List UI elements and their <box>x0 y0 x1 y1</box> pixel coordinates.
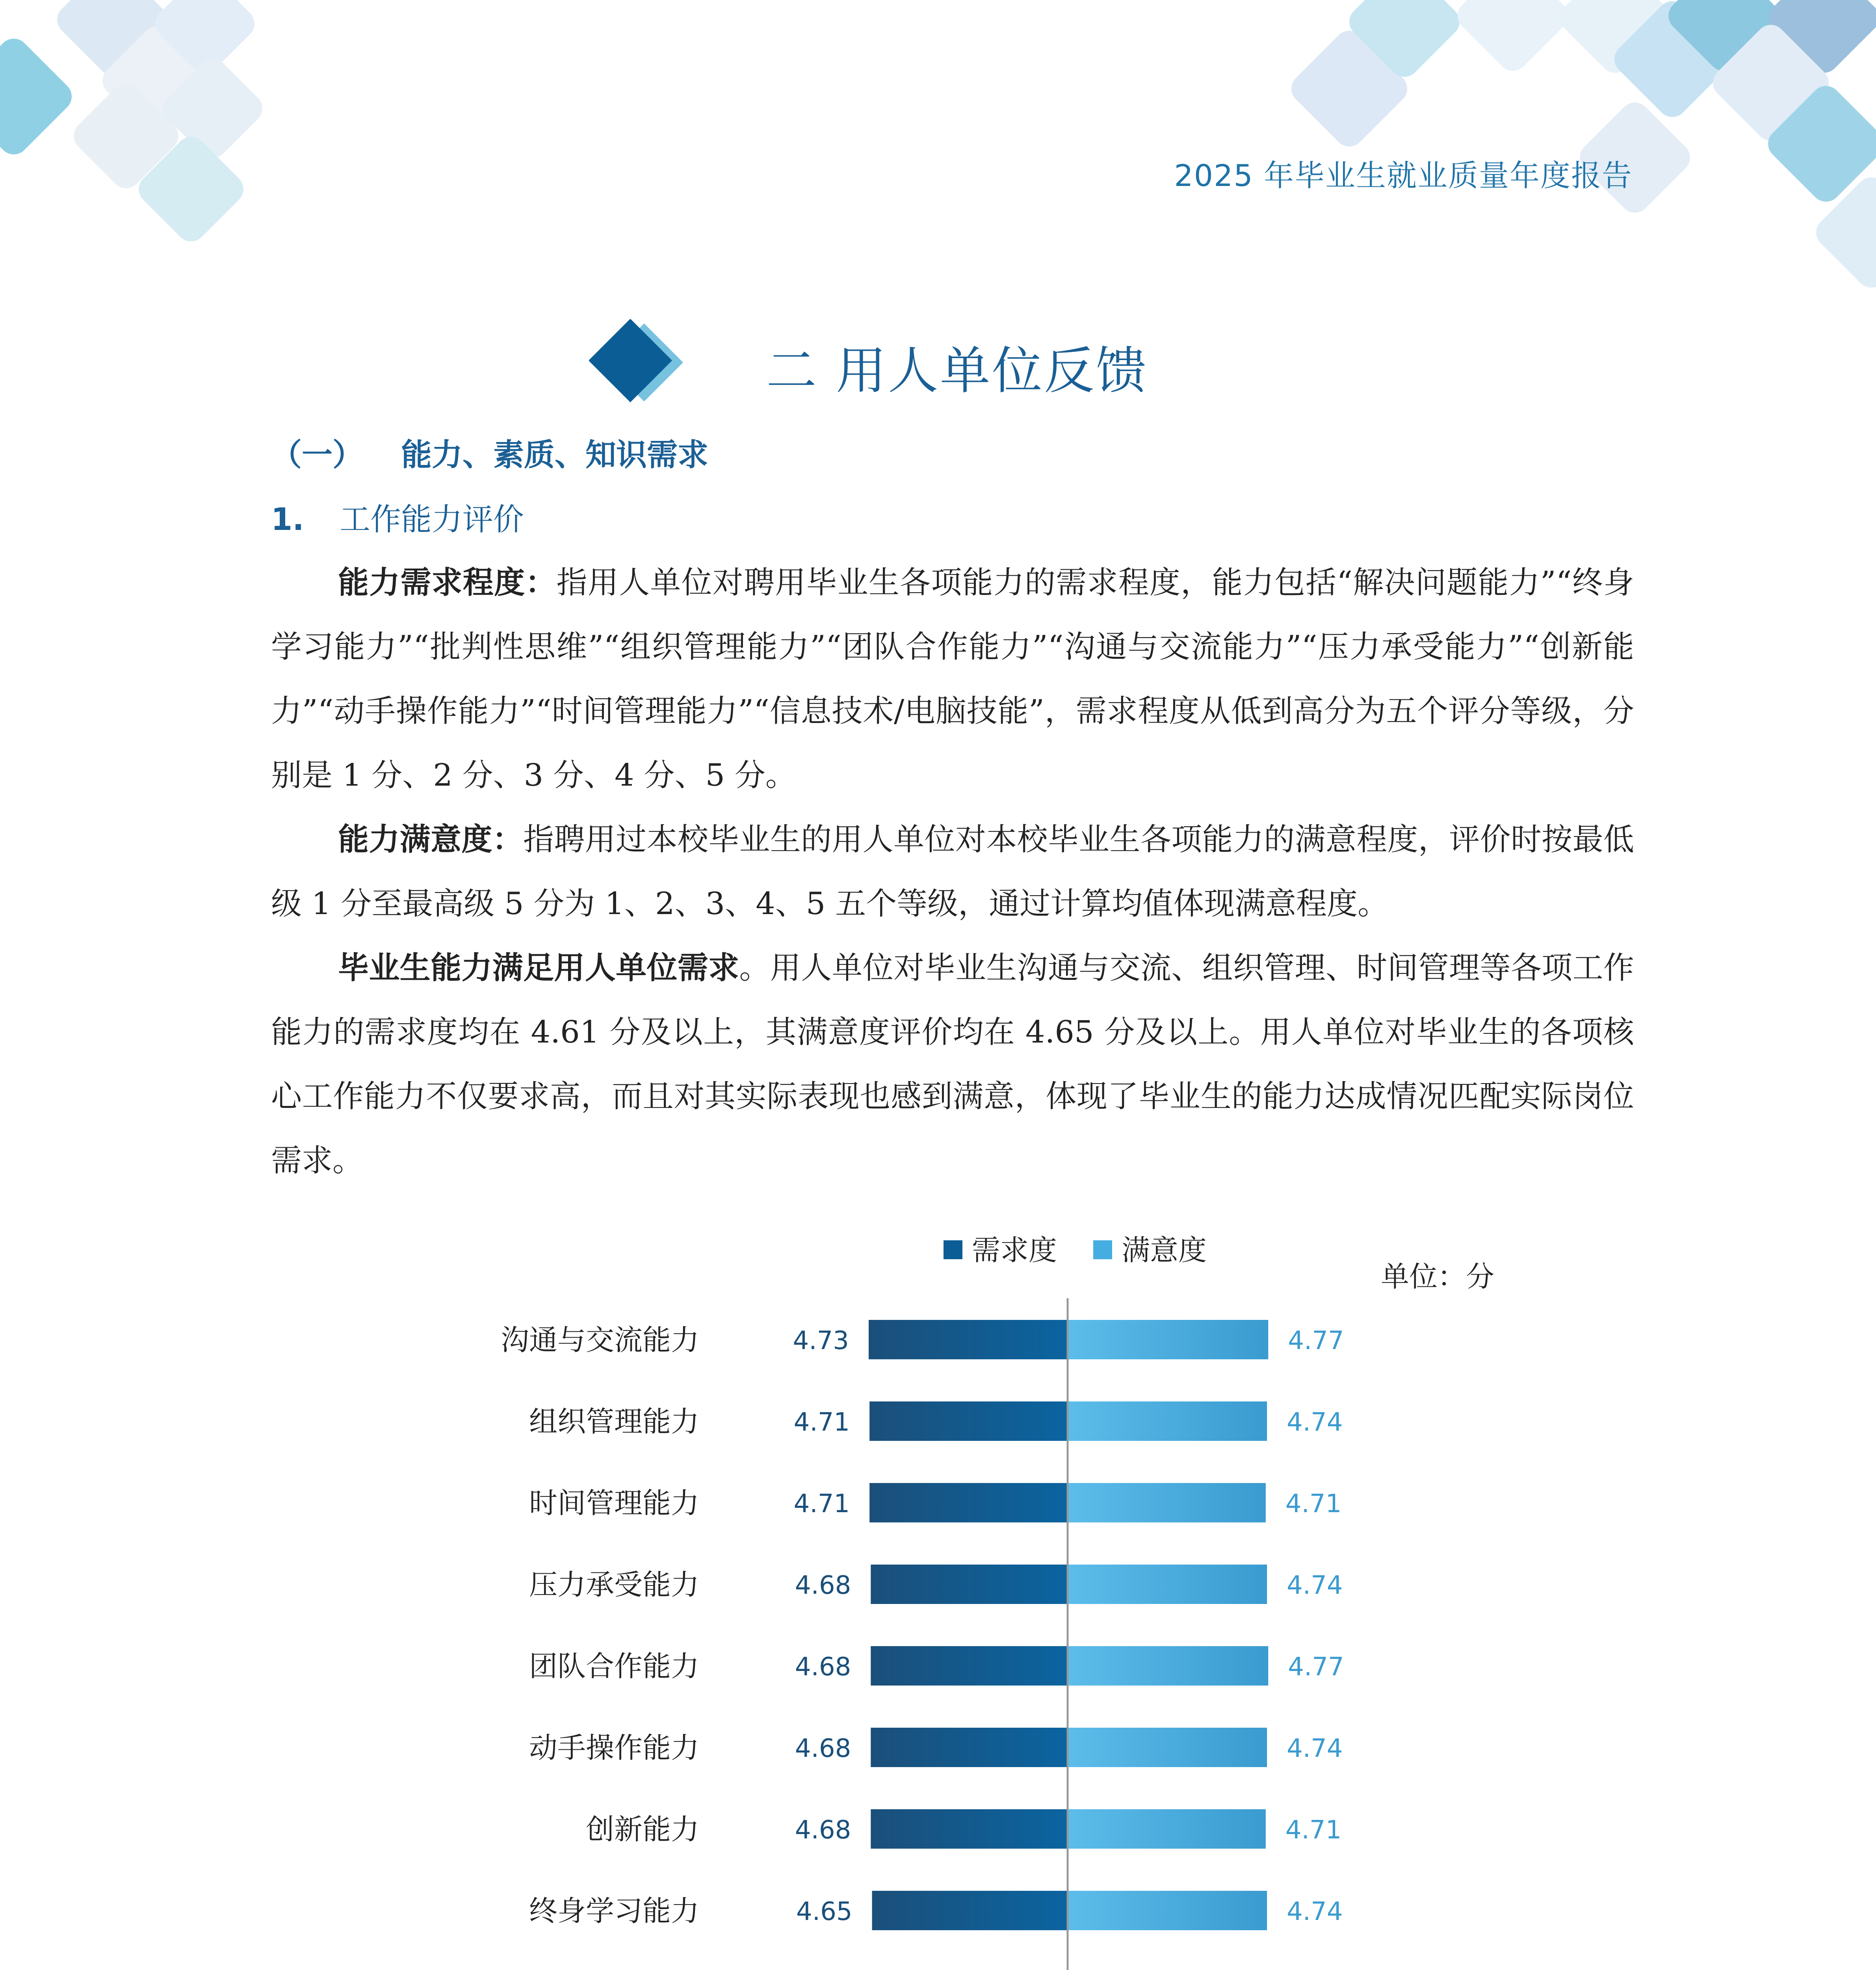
legend-label-0: 需求度 <box>972 1234 1057 1267</box>
satisfaction-bar <box>1068 1809 1266 1849</box>
paragraph-lead: 毕业生能力满足用人单位需求 <box>338 950 739 986</box>
demand-value-label: 4.71 <box>793 1408 850 1437</box>
demand-bar <box>871 1646 1068 1686</box>
satisfaction-bar <box>1068 1565 1267 1604</box>
category-label: 沟通与交流能力 <box>500 1323 699 1357</box>
demand-value-label: 4.65 <box>796 1897 853 1926</box>
demand-value-label: 4.68 <box>795 1734 851 1763</box>
demand-value-label: 4.73 <box>793 1326 849 1355</box>
satisfaction-bar <box>1068 1891 1267 1930</box>
legend-swatch-0 <box>944 1240 962 1259</box>
subsection-title: 能力、素质、知识需求 <box>401 437 709 473</box>
section-title: 二 用人单位反馈 <box>766 342 1148 400</box>
category-label: 终身学习能力 <box>529 1894 699 1927</box>
demand-value-label: 4.68 <box>795 1816 851 1845</box>
category-label: 压力承受能力 <box>529 1568 699 1601</box>
satisfaction-bar <box>1068 1483 1266 1522</box>
category-label: 创新能力 <box>585 1813 699 1846</box>
satisfaction-value-label: 4.77 <box>1288 1326 1344 1355</box>
demand-value-label: 4.68 <box>795 1652 851 1682</box>
demand-bar <box>869 1483 1068 1522</box>
paragraph-text: 。用人单位对毕业生沟通与交流、组织管理、时间管理等各项工作能力的需求度均在 4.61 分及以上，其满意度评价均在 4.65 分及以上。用人单位对毕业生的各项核心工作能力不仅要求高，而且对其实际表现也感到满意，体现了毕业生的能力达成情况匹配实际岗位需求。 <box>271 950 1634 1178</box>
demand-bar <box>872 1891 1068 1930</box>
chart-unit-label: 单位：分 <box>1381 1260 1495 1293</box>
demand-bar <box>871 1728 1068 1767</box>
satisfaction-value-label: 4.74 <box>1287 1734 1343 1763</box>
satisfaction-value-label: 4.71 <box>1285 1489 1342 1518</box>
demand-value-label: 4.71 <box>793 1489 850 1518</box>
satisfaction-value-label: 4.77 <box>1288 1652 1344 1682</box>
demand-value-label: 4.68 <box>795 1571 851 1600</box>
paragraph-lead: 能力满意度： <box>338 822 524 857</box>
satisfaction-value-label: 4.71 <box>1285 1816 1342 1845</box>
subsubsection-number: 1. <box>271 502 304 537</box>
demand-bar <box>869 1320 1068 1359</box>
legend-swatch-1 <box>1093 1240 1112 1259</box>
demand-bar <box>871 1565 1068 1604</box>
category-label: 动手操作能力 <box>529 1731 699 1764</box>
report-header-title: 2025 年毕业生就业质量年度报告 <box>1174 158 1633 193</box>
demand-bar <box>869 1401 1068 1441</box>
subsection-number: （一） <box>271 437 364 473</box>
paragraph-lead: 能力需求程度： <box>338 565 557 600</box>
satisfaction-bar <box>1068 1320 1268 1359</box>
category-label: 组织管理能力 <box>529 1405 699 1438</box>
satisfaction-bar <box>1068 1646 1268 1686</box>
satisfaction-value-label: 4.74 <box>1287 1897 1343 1926</box>
subsubsection-title: 工作能力评价 <box>339 502 524 537</box>
category-label: 团队合作能力 <box>529 1650 699 1683</box>
satisfaction-bar <box>1068 1728 1267 1767</box>
satisfaction-value-label: 4.74 <box>1287 1571 1343 1600</box>
category-label: 时间管理能力 <box>529 1487 699 1520</box>
chart-legend <box>944 1234 1207 1267</box>
paragraph-text: 指聘用过本校毕业生的用人单位对本校毕业生各项能力的满意程度，评价时按最低级 1 分至最高级 5 分为 1、2、3、4、5 五个等级，通过计算均值体现满意程度。 <box>271 822 1634 922</box>
satisfaction-bar <box>1068 1401 1267 1441</box>
legend-label-1: 满意度 <box>1122 1234 1207 1267</box>
paragraph-text: 指用人单位对聘用毕业生各项能力的需求程度，能力包括“解决问题能力”“终身学习能力”“批判性思维”“组织管理能力”“团队合作能力”“沟通与交流能力”“压力承受能力”“创新能力”“动手操作能力”“时间管理能力”“信息技术/电脑技能”，需求程度从低到高分为五个评分等级，分别是 1 分、2 分、3 分、4 分、5 分。 <box>271 565 1634 793</box>
satisfaction-value-label: 4.74 <box>1287 1408 1343 1437</box>
demand-bar <box>871 1809 1068 1849</box>
